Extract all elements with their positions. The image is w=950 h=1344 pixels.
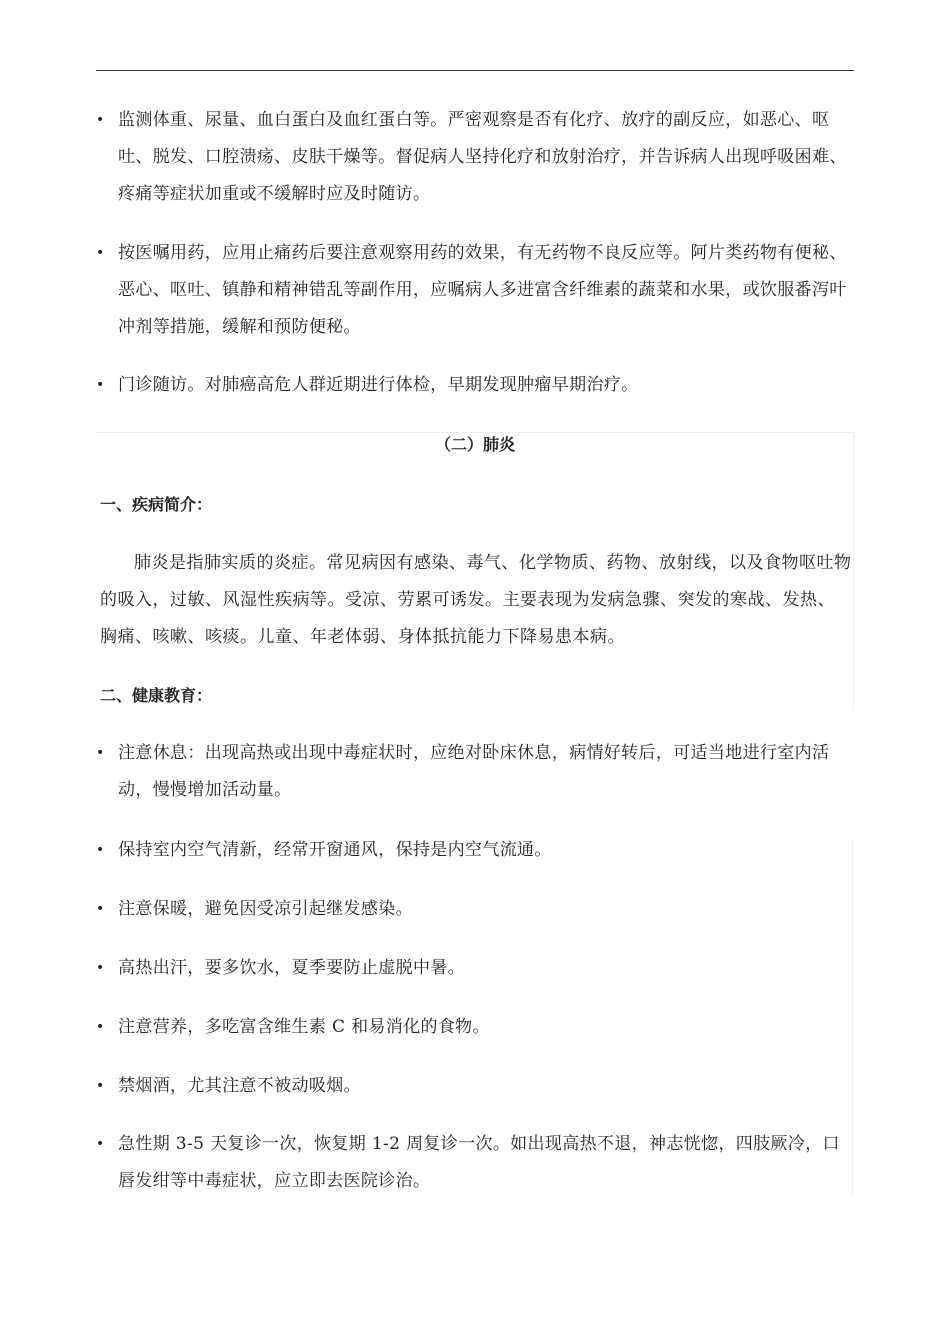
- bullet-icon: •: [96, 112, 105, 128]
- bullet-icon: •: [96, 1019, 105, 1035]
- list-item: [96, 102, 848, 213]
- list-item-text: 注意休息：出现高热或出现中毒症状时，应绝对卧床休息，病情好转后，可适当地进行室内活动，慢慢增加活动量。: [118, 743, 830, 800]
- list-item-text: 保持室内空气清新，经常开窗通风，保持是内空气流通。: [118, 840, 552, 860]
- bullet-icon: •: [96, 960, 105, 976]
- list-item-text: 急性期 3-5 天复诊一次，恢复期 1-2 周复诊一次。如出现高热不退，神志恍惚，四肢厥冷，口唇发绀等中毒症状，应立即去医院诊治。: [118, 1134, 840, 1191]
- list-item: [96, 1009, 848, 1046]
- list-item: [96, 367, 848, 404]
- bullet-icon: •: [96, 1078, 105, 1094]
- list-item: [96, 235, 848, 346]
- list-item: [96, 950, 848, 987]
- bullet-icon: •: [96, 1136, 105, 1152]
- list-item-text: 监测体重、尿量、血白蛋白及血红蛋白等。严密观察是否有化疗、放疗的副反应，如恶心、呕吐、脱发、口腔溃疡、皮肤干燥等。督促病人坚持化疗和放射治疗，并告诉病人出现呼吸困难、疼痛等症状加重或不缓解时应及时随访。: [118, 110, 847, 204]
- list-item: [96, 735, 848, 809]
- section-frame: [852, 838, 853, 1196]
- list-item-text: 高热出汗，要多饮水，夏季要防止虚脱中暑。: [118, 958, 465, 978]
- list-item-text: 禁烟酒，尤其注意不被动吸烟。: [118, 1076, 361, 1096]
- education-heading: 二、健康教育：: [100, 686, 213, 705]
- list-item-text: 注意营养，多吃富含维生素 C 和易消化的食物。: [118, 1017, 490, 1037]
- list-item-text: 按医嘱用药，应用止痛药后要注意观察用药的效果，有无药物不良反应等。阿片类药物有便秘、恶心、呕吐、镇静和精神错乱等副作用，应嘱病人多进富含纤维素的蔬菜和水果，或饮服番泻叶冲剂等措施，缓解和预防便秘。: [118, 243, 847, 337]
- bullet-icon: •: [96, 901, 105, 917]
- list-item: [96, 1068, 848, 1105]
- header-rule: [96, 70, 854, 71]
- list-item: [96, 1126, 848, 1200]
- list-item-text: 注意保暖，避免因受凉引起继发感染。: [118, 899, 413, 919]
- bullet-icon: •: [96, 377, 105, 393]
- section-title: （二）肺炎: [434, 435, 515, 454]
- list-item-text: 门诊随访。对肺癌高危人群近期进行体检，早期发现肿瘤早期治疗。: [118, 375, 639, 395]
- bullet-icon: •: [96, 745, 105, 761]
- bullet-icon: •: [96, 245, 105, 261]
- list-item: [96, 832, 848, 869]
- bullet-icon: •: [96, 842, 105, 858]
- intro-paragraph: 肺炎是指肺实质的炎症。常见病因有感染、毒气、化学物质、药物、放射线，以及食物呕吐物的吸入，过敏、风湿性疾病等。受凉、劳累可诱发。主要表现为发病急骤、突发的寒战、发热、胸痛、咳嗽、咳痰。儿童、年老体弱、身体抵抗能力下降易患本病。: [100, 553, 852, 647]
- list-item: [96, 891, 848, 928]
- intro-heading: 一、疾病简介：: [100, 495, 213, 514]
